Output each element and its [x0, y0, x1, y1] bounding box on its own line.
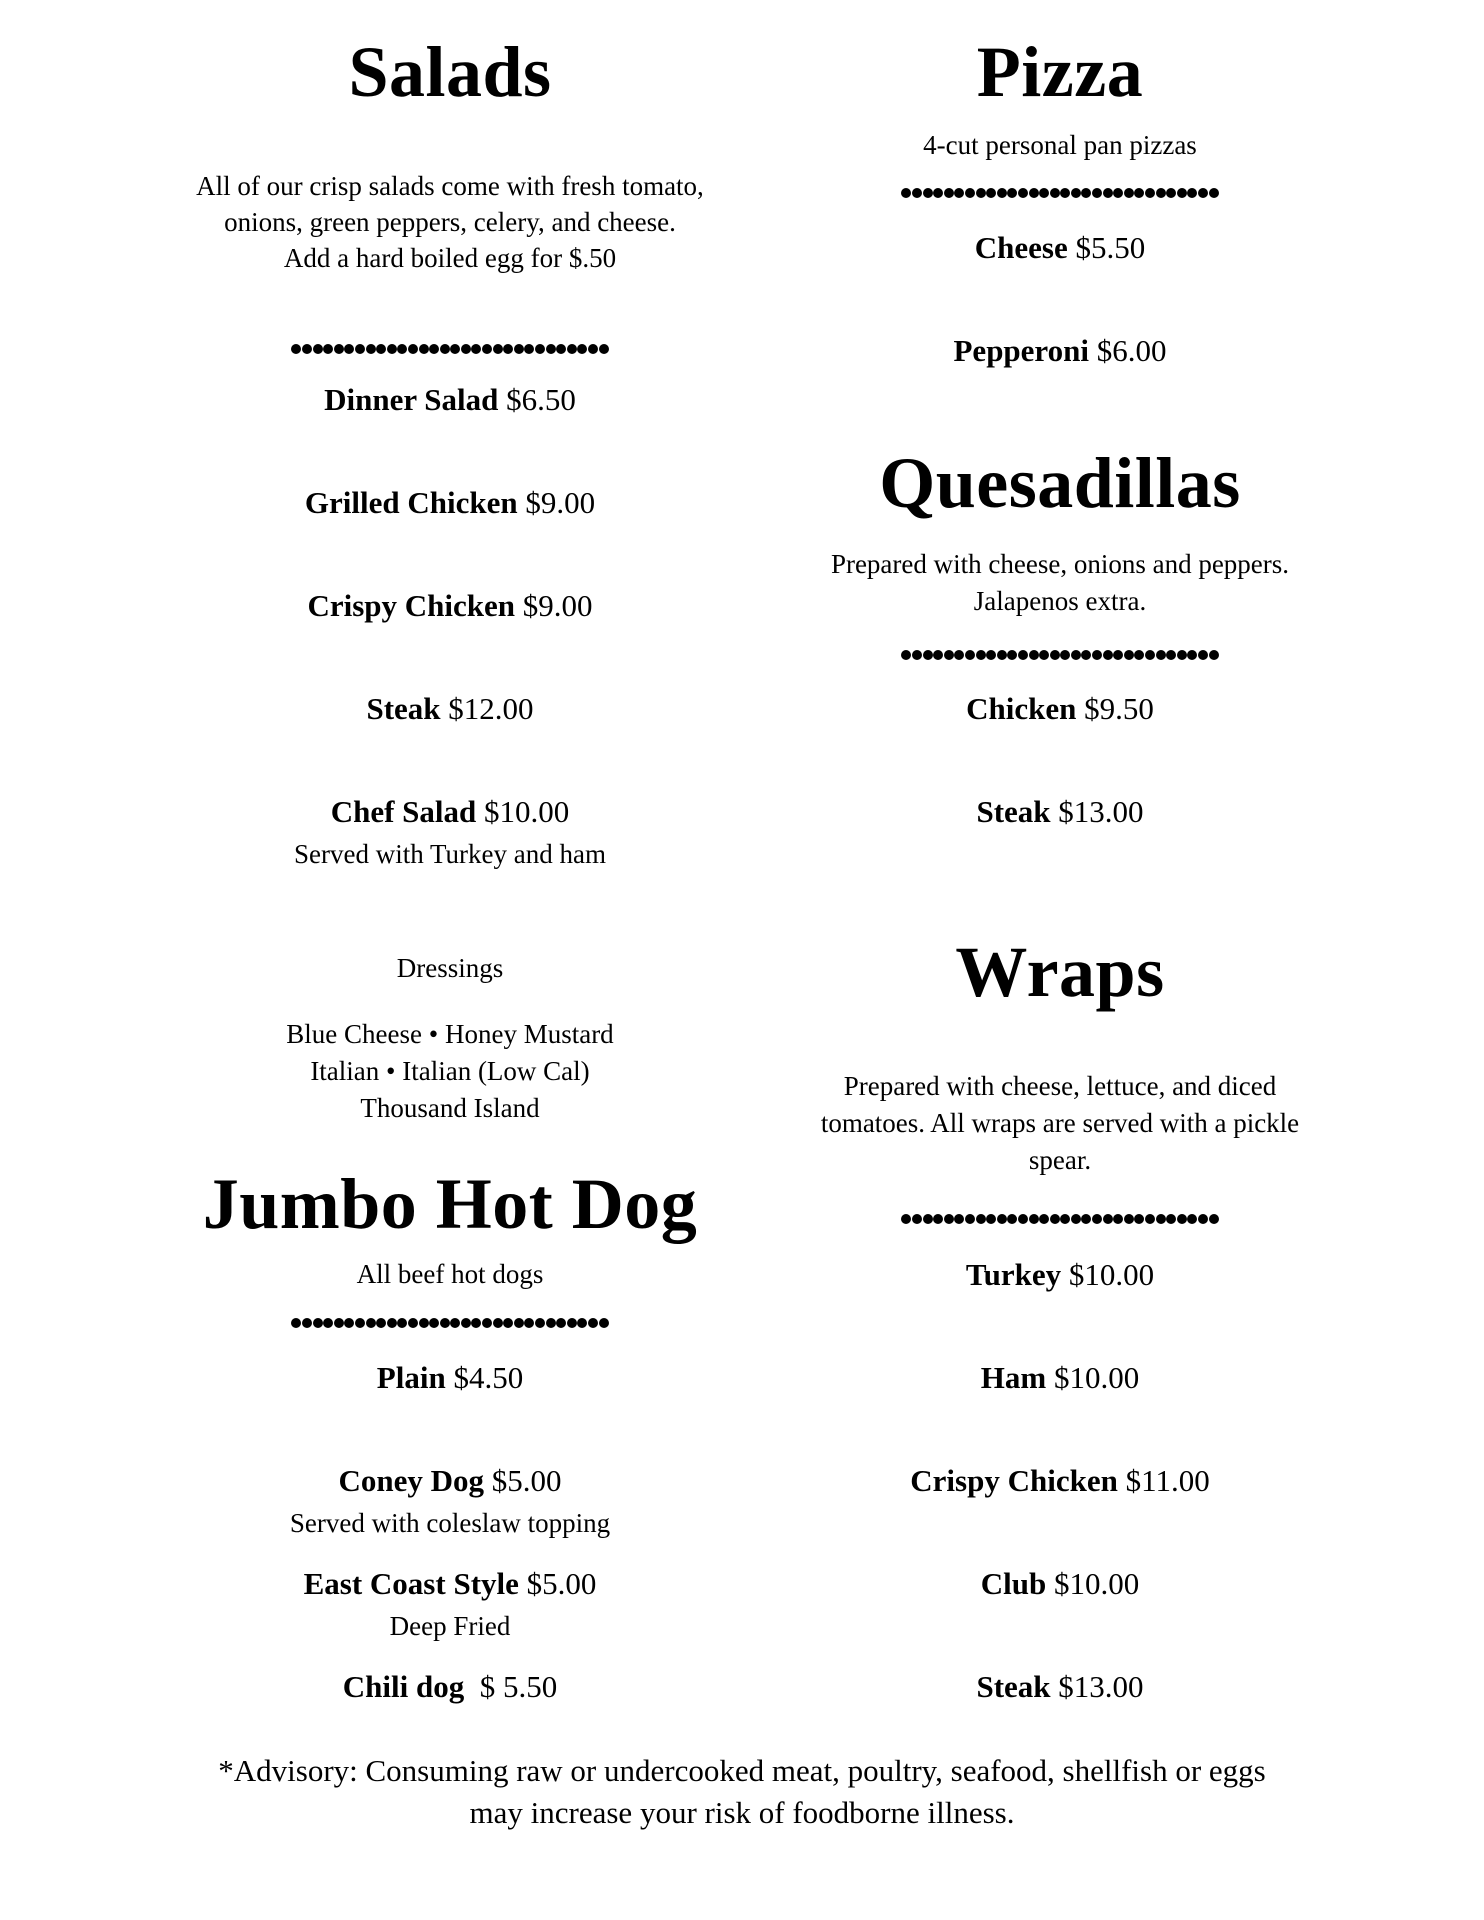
divider-dot [1007, 650, 1017, 660]
divider-dot [599, 344, 609, 354]
menu-item [760, 1255, 1360, 1295]
dressings-label: Dressings [396, 953, 504, 983]
menu-item [760, 331, 1360, 371]
divider-dot [1029, 188, 1039, 198]
divider-dot [387, 1318, 397, 1328]
hotdog-heading: Jumbo Hot Dog [202, 1164, 698, 1244]
divider-dot [965, 1214, 975, 1224]
salads-description [150, 168, 750, 276]
divider-dot [376, 344, 386, 354]
divider-dot [503, 1318, 513, 1328]
divider-dot [1187, 188, 1197, 198]
divider-dot [1029, 650, 1039, 660]
divider-dot [1029, 1214, 1039, 1224]
divider-dot [1177, 1214, 1187, 1224]
divider-dot [588, 1318, 598, 1328]
divider-dot [954, 188, 964, 198]
item-name: Plain [376, 1360, 446, 1395]
divider-dot [366, 1318, 376, 1328]
dot-divider [760, 1214, 1360, 1228]
item-name: Steak [976, 1669, 1051, 1704]
divider-dot [965, 188, 975, 198]
item-price: $6.00 [1096, 333, 1167, 368]
divider-dot [1039, 650, 1049, 660]
salads-heading: Salads [348, 32, 552, 112]
divider-dot [1145, 1214, 1155, 1224]
divider-dot [965, 650, 975, 660]
divider-dot [577, 344, 587, 354]
menu-item [150, 1461, 750, 1501]
item-price: $9.50 [1084, 691, 1154, 726]
divider-dot [1039, 1214, 1049, 1224]
divider-dot [482, 1318, 492, 1328]
divider-dot [1113, 1214, 1123, 1224]
wraps-description-line: tomatoes. All wraps are served with a pickle [820, 1108, 1300, 1138]
divider-dot [1039, 188, 1049, 198]
divider-dot [334, 1318, 344, 1328]
divider-dot [954, 1214, 964, 1224]
divider-dot [334, 344, 344, 354]
quesadillas-description-line: Prepared with cheese, onions and peppers. [830, 549, 1290, 579]
divider-dot [450, 1318, 460, 1328]
divider-dot [567, 1318, 577, 1328]
item-name: Chicken [966, 691, 1077, 726]
divider-dot [556, 1318, 566, 1328]
divider-dot [493, 1318, 503, 1328]
quesadillas-description [760, 546, 1360, 620]
menu-item [150, 380, 750, 420]
divider-dot [933, 1214, 943, 1224]
advisory-line: *Advisory: Consuming raw or undercooked meat, poultry, seafood, shellfish or eggs [218, 1753, 1266, 1788]
divider-dot [1018, 1214, 1028, 1224]
divider-dot [1187, 1214, 1197, 1224]
divider-dot [376, 1318, 386, 1328]
item-price: $5.00 [491, 1463, 562, 1498]
menu-item [760, 1358, 1360, 1398]
divider-dot [482, 344, 492, 354]
dot-divider [760, 188, 1360, 202]
divider-dot [366, 344, 376, 354]
divider-dot [1209, 188, 1219, 198]
divider-dot [419, 344, 429, 354]
wraps-heading: Wraps [955, 932, 1165, 1012]
divider-dot [323, 1318, 333, 1328]
divider-dot [1209, 650, 1219, 660]
dot-divider [150, 1318, 750, 1332]
divider-dot [901, 1214, 911, 1224]
item-price: $13.00 [1058, 794, 1144, 829]
divider-dot [1198, 188, 1208, 198]
divider-dot [323, 344, 333, 354]
dressing-line: Thousand Island [360, 1093, 540, 1123]
divider-dot [493, 344, 503, 354]
divider-dot [933, 188, 943, 198]
divider-dot [1198, 650, 1208, 660]
divider-dot [1177, 650, 1187, 660]
item-price: $10.00 [1068, 1257, 1155, 1292]
item-name: Coney Dog [338, 1463, 485, 1498]
divider-dot [944, 1214, 954, 1224]
divider-dot [1007, 1214, 1017, 1224]
dressing-line: Blue Cheese • Honey Mustard [286, 1019, 614, 1049]
divider-dot [1060, 650, 1070, 660]
menu-item [760, 792, 1360, 832]
divider-dot [1156, 188, 1166, 198]
hotdog-description: All beef hot dogs [356, 1259, 544, 1289]
divider-dot [408, 1318, 418, 1328]
divider-dot [976, 188, 986, 198]
item-price: $10.00 [1053, 1566, 1140, 1601]
divider-dot [355, 344, 365, 354]
advisory-line: may increase your risk of foodborne illness. [469, 1795, 1015, 1830]
divider-dot [1134, 650, 1144, 660]
divider-dot [1018, 650, 1028, 660]
item-price: $6.50 [506, 382, 576, 417]
menu-item [760, 1667, 1360, 1707]
item-note: Deep Fried [389, 1611, 511, 1641]
dressing-line: Italian • Italian (Low Cal) [310, 1056, 590, 1086]
wraps-description-line: spear. [1028, 1145, 1092, 1175]
divider-dot [461, 344, 471, 354]
divider-dot [577, 1318, 587, 1328]
menu-item [760, 228, 1360, 268]
divider-dot [1081, 188, 1091, 198]
divider-dot [1134, 1214, 1144, 1224]
divider-dot [933, 650, 943, 660]
menu-item [150, 1667, 750, 1707]
divider-dot [1050, 650, 1060, 660]
item-price: $10.00 [1053, 1360, 1140, 1395]
divider-dot [429, 344, 439, 354]
divider-dot [1134, 188, 1144, 198]
divider-dot [1113, 650, 1123, 660]
divider-dot [1071, 650, 1081, 660]
divider-dot [291, 344, 301, 354]
divider-dot [1071, 1214, 1081, 1224]
divider-dot [1124, 1214, 1134, 1224]
divider-dot [1060, 1214, 1070, 1224]
divider-dot [1113, 188, 1123, 198]
menu-item [150, 689, 750, 729]
divider-dot [408, 344, 418, 354]
divider-dot [1156, 1214, 1166, 1224]
divider-dot [976, 650, 986, 660]
menu-item [150, 1564, 750, 1604]
divider-dot [923, 188, 933, 198]
divider-dot [514, 1318, 524, 1328]
divider-dot [944, 188, 954, 198]
divider-dot [503, 344, 513, 354]
divider-dot [1177, 188, 1187, 198]
divider-dot [471, 344, 481, 354]
pizza-heading: Pizza [976, 32, 1144, 112]
divider-dot [429, 1318, 439, 1328]
menu-item [150, 483, 750, 523]
divider-dot [901, 650, 911, 660]
divider-dot [567, 344, 577, 354]
divider-dot [1124, 650, 1134, 660]
divider-dot [954, 650, 964, 660]
menu-item [150, 586, 750, 626]
item-price: $10.00 [484, 794, 570, 829]
dressings-list [150, 1016, 750, 1127]
wraps-description-line: Prepared with cheese, lettuce, and diced [843, 1071, 1277, 1101]
divider-dot [355, 1318, 365, 1328]
divider-dot [1145, 650, 1155, 660]
divider-dot [556, 344, 566, 354]
divider-dot [1103, 1214, 1113, 1224]
item-price: $11.00 [1125, 1463, 1210, 1498]
divider-dot [1198, 1214, 1208, 1224]
divider-dot [471, 1318, 481, 1328]
divider-dot [1166, 188, 1176, 198]
menu-item [760, 1461, 1360, 1501]
divider-dot [1103, 188, 1113, 198]
salads-description-line: Add a hard boiled egg for $.50 [283, 243, 617, 273]
divider-dot [986, 650, 996, 660]
wraps-description [760, 1068, 1360, 1179]
divider-dot [997, 1214, 1007, 1224]
divider-dot [1166, 1214, 1176, 1224]
divider-dot [944, 650, 954, 660]
divider-dot [397, 1318, 407, 1328]
divider-dot [986, 188, 996, 198]
pizza-description: 4-cut personal pan pizzas [923, 130, 1197, 160]
item-price: $5.50 [1075, 230, 1146, 265]
item-price: $9.00 [525, 485, 596, 520]
item-name: Steak [366, 691, 441, 726]
menu-item [150, 792, 750, 832]
divider-dot [535, 1318, 545, 1328]
divider-dot [1166, 650, 1176, 660]
divider-dot [387, 344, 397, 354]
divider-dot [535, 344, 545, 354]
divider-dot [302, 344, 312, 354]
divider-dot [1145, 188, 1155, 198]
item-name: Turkey [965, 1257, 1062, 1292]
menu-item [760, 1564, 1360, 1604]
divider-dot [419, 1318, 429, 1328]
divider-dot [588, 344, 598, 354]
item-name: Dinner Salad [324, 382, 499, 417]
dot-divider [150, 344, 750, 358]
divider-dot [302, 1318, 312, 1328]
divider-dot [546, 1318, 556, 1328]
divider-dot [1007, 188, 1017, 198]
divider-dot [313, 344, 323, 354]
divider-dot [1018, 188, 1028, 198]
divider-dot [986, 1214, 996, 1224]
divider-dot [440, 344, 450, 354]
item-name: East Coast Style [303, 1566, 519, 1601]
quesadillas-description-line: Jalapenos extra. [973, 586, 1147, 616]
divider-dot [514, 344, 524, 354]
divider-dot [397, 344, 407, 354]
item-name: Chili dog [342, 1669, 465, 1704]
divider-dot [1071, 188, 1081, 198]
divider-dot [344, 1318, 354, 1328]
item-price: $ 5.50 [471, 1669, 558, 1704]
item-name: Crispy Chicken [307, 588, 516, 623]
divider-dot [1092, 650, 1102, 660]
item-note: Served with Turkey and ham [294, 839, 606, 869]
dot-divider [760, 650, 1360, 664]
item-name: Chef Salad [330, 794, 477, 829]
item-name: Cheese [974, 230, 1068, 265]
divider-dot [912, 1214, 922, 1224]
menu-item [150, 1358, 750, 1398]
divider-dot [1187, 650, 1197, 660]
divider-dot [923, 1214, 933, 1224]
divider-dot [1092, 188, 1102, 198]
item-name: Crispy Chicken [910, 1463, 1118, 1498]
item-price: $13.00 [1058, 1669, 1144, 1704]
divider-dot [291, 1318, 301, 1328]
divider-dot [923, 650, 933, 660]
divider-dot [440, 1318, 450, 1328]
divider-dot [524, 344, 534, 354]
divider-dot [997, 650, 1007, 660]
item-price: $12.00 [448, 691, 534, 726]
divider-dot [1156, 650, 1166, 660]
divider-dot [1209, 1214, 1219, 1224]
divider-dot [912, 188, 922, 198]
divider-dot [313, 1318, 323, 1328]
divider-dot [1050, 1214, 1060, 1224]
divider-dot [1124, 188, 1134, 198]
divider-dot [450, 344, 460, 354]
divider-dot [1103, 650, 1113, 660]
item-name: Ham [980, 1360, 1047, 1395]
divider-dot [524, 1318, 534, 1328]
divider-dot [1060, 188, 1070, 198]
item-name: Steak [976, 794, 1051, 829]
divider-dot [1050, 188, 1060, 198]
quesadillas-heading: Quesadillas [879, 443, 1241, 523]
divider-dot [546, 344, 556, 354]
divider-dot [344, 344, 354, 354]
salads-description-line: onions, green peppers, celery, and cheese. [224, 207, 676, 237]
divider-dot [997, 188, 1007, 198]
divider-dot [901, 188, 911, 198]
menu-item [760, 689, 1360, 729]
divider-dot [976, 1214, 986, 1224]
divider-dot [461, 1318, 471, 1328]
item-name: Grilled Chicken [304, 485, 518, 520]
advisory-footer [100, 1750, 1384, 1834]
divider-dot [1081, 650, 1091, 660]
salads-description-line: All of our crisp salads come with fresh tomato, [196, 171, 704, 201]
item-price: $5.00 [526, 1566, 597, 1601]
divider-dot [912, 650, 922, 660]
item-name: Club [980, 1566, 1047, 1601]
divider-dot [599, 1318, 609, 1328]
divider-dot [1092, 1214, 1102, 1224]
item-price: $4.50 [453, 1360, 524, 1395]
item-note: Served with coleslaw topping [289, 1508, 611, 1538]
divider-dot [1081, 1214, 1091, 1224]
item-price: $9.00 [522, 588, 593, 623]
item-name: Pepperoni [953, 333, 1089, 368]
